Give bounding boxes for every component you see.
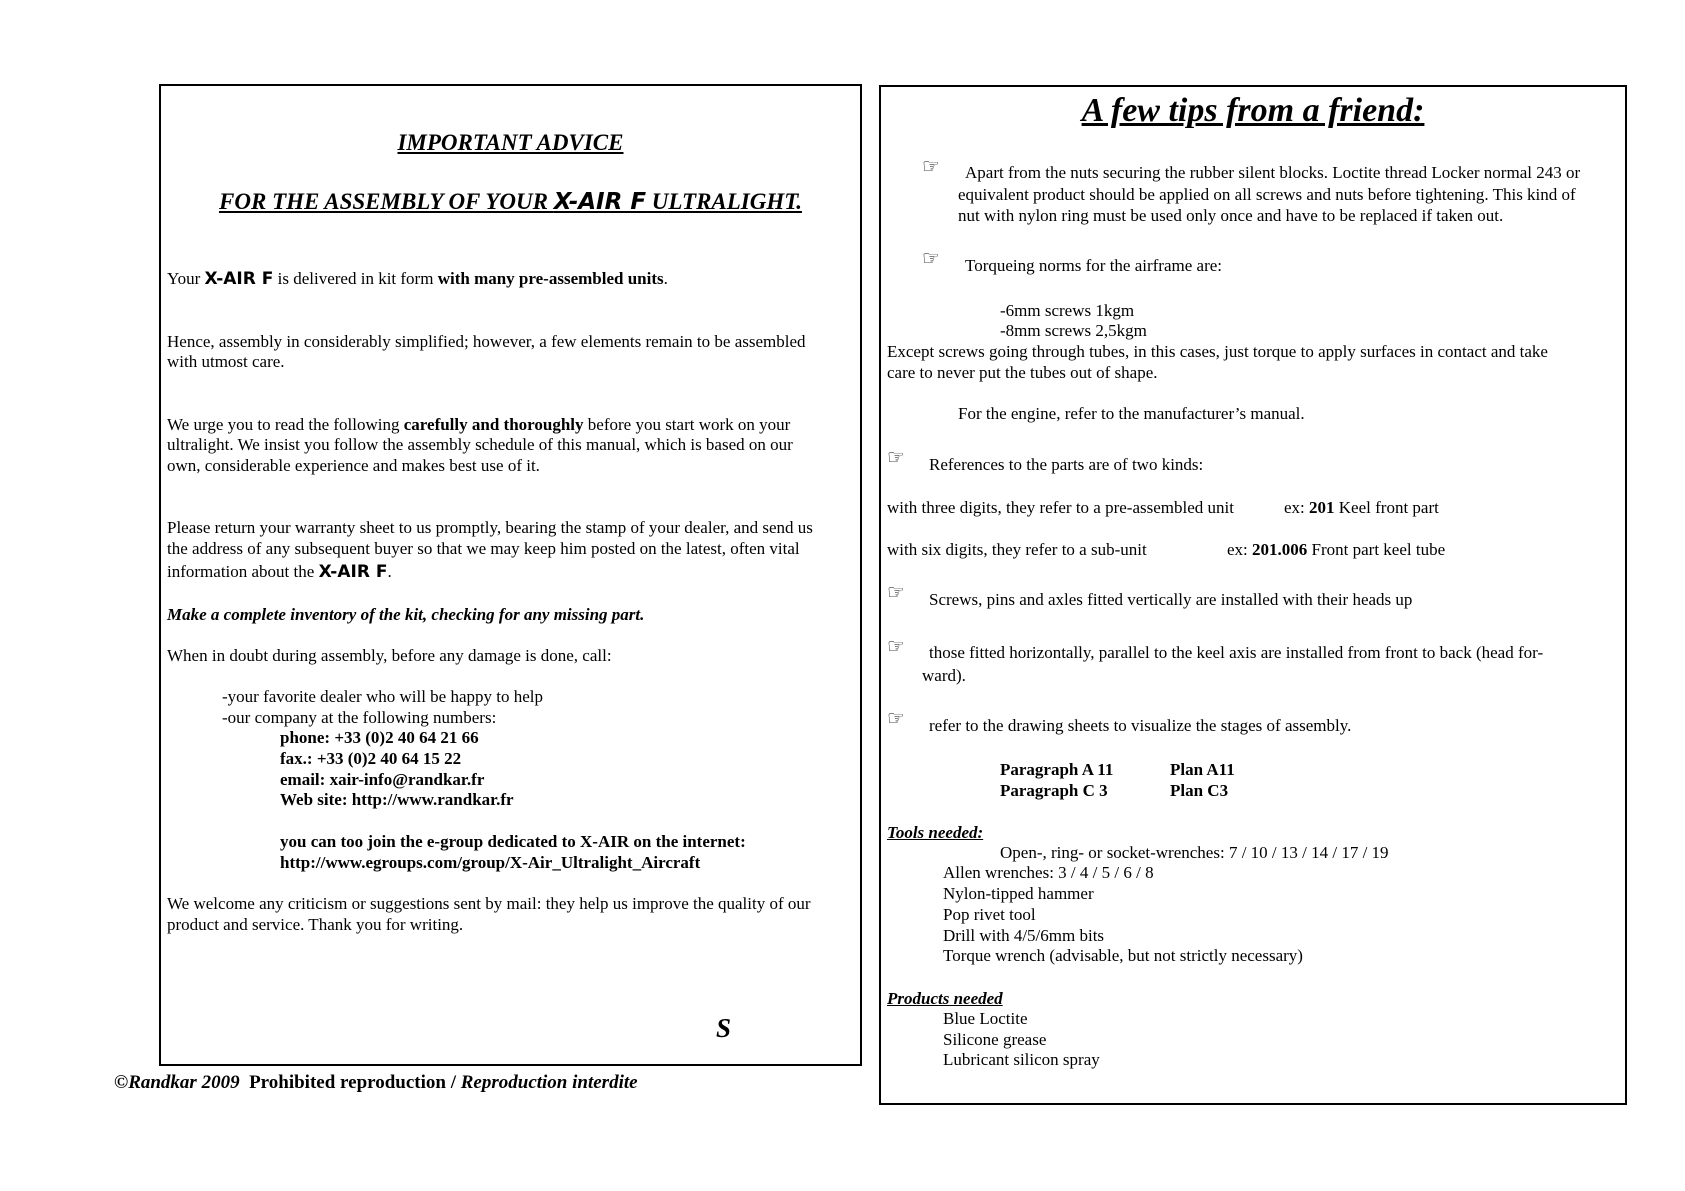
horizontal-line2: ward). — [922, 666, 966, 685]
paragraph-a11: Paragraph A 11 — [1000, 760, 1114, 779]
urge-paragraph-line1 — [167, 414, 790, 435]
prohibited-label: Prohibited reproduction / — [249, 1072, 461, 1093]
p3-post: before you start work on your — [583, 415, 791, 434]
six-digits-example — [1227, 539, 1445, 560]
company-line: -our company at the following numbers: — [222, 708, 497, 727]
assembly-paragraph-line1: Hence, assembly in considerably simplified; however, a few elements remain to be assembled — [167, 332, 806, 351]
assembly-subtitle — [159, 189, 862, 215]
three-digits-example — [1284, 497, 1439, 518]
three-digits-text: with three digits, they refer to a pre-assembled unit — [887, 498, 1234, 517]
interdite-label: Reproduction interdite — [460, 1072, 638, 1093]
warranty-paragraph-line3 — [167, 561, 392, 583]
signature-mark: S — [716, 1013, 732, 1043]
p4-model: X-AIR F — [318, 562, 388, 582]
p1-pre: Your — [167, 269, 205, 288]
references-intro: References to the parts are of two kinds: — [929, 455, 1204, 474]
fax-line: fax.: +33 (0)2 40 64 15 22 — [280, 749, 462, 768]
product-item: Silicone grease — [943, 1030, 1047, 1049]
p3-bold: carefully and thoroughly — [403, 415, 584, 434]
email-line[interactable]: email: xair-info@randkar.fr — [280, 770, 485, 789]
product-item: Lubricant silicon spray — [943, 1050, 1100, 1069]
assembly-paragraph-line2: with utmost care. — [167, 352, 285, 371]
torque-6mm: -6mm screws 1kgm — [1000, 301, 1135, 320]
paragraph-c3: Paragraph C 3 — [1000, 781, 1108, 800]
tip1-line3: nut with nylon ring must be used only once and have to be replaced if taken out. — [958, 206, 1504, 225]
subtitle-pre: FOR THE ASSEMBLY OF YOUR — [219, 189, 554, 214]
engine-note: For the engine, refer to the manufacturer’s manual. — [958, 404, 1305, 423]
pointing-hand-icon: ☞ — [887, 445, 905, 469]
p4-end: . — [387, 562, 392, 581]
tool-item: Drill with 4/5/6mm bits — [943, 926, 1105, 945]
p3-pre: We urge you to read the following — [167, 415, 404, 434]
products-heading: Products needed — [887, 989, 1003, 1008]
warranty-paragraph-line2: the address of any subsequent buyer so that we may keep him posted on the latest, often vital — [167, 539, 800, 558]
plan-a11: Plan A11 — [1170, 760, 1235, 779]
delivery-paragraph — [167, 268, 668, 290]
egroup-line1: you can too join the e-group dedicated to X-AIR on the internet: — [280, 832, 746, 851]
welcome-paragraph-line2: product and service. Thank you for writing. — [167, 915, 464, 934]
six-ex-post: Front part keel tube — [1307, 540, 1446, 559]
six-digits-text: with six digits, they refer to a sub-unit — [887, 540, 1147, 559]
subtitle-model: X-AIR F — [553, 189, 647, 215]
tips-title: A few tips from a friend: — [1081, 92, 1425, 129]
tools-heading: Tools needed: — [887, 823, 984, 842]
p1-model: X-AIR F — [204, 269, 274, 289]
pointing-hand-icon: ☞ — [922, 154, 940, 178]
six-ex-code: 201.006 — [1252, 540, 1308, 559]
tool-item: Allen wrenches: 3 / 4 / 5 / 6 / 8 — [943, 863, 1154, 882]
pointing-hand-icon: ☞ — [887, 580, 905, 604]
product-item: Blue Loctite — [943, 1009, 1028, 1028]
phone-line: phone: +33 (0)2 40 64 21 66 — [280, 728, 479, 747]
tip1-line2: equivalent product should be applied on all screws and nuts before tightening. This kind of — [958, 185, 1576, 204]
p1-bold: with many pre-assembled units — [437, 269, 664, 288]
p1-mid: is delivered in kit form — [273, 269, 438, 288]
warranty-paragraph-line1: Please return your warranty sheet to us promptly, bearing the stamp of your dealer, and send us — [167, 518, 813, 537]
torque-intro: Torqueing norms for the airframe are: — [965, 256, 1223, 275]
doubt-paragraph: When in doubt during assembly, before any damage is done, call: — [167, 646, 612, 665]
except-line2: care to never put the tubes out of shape. — [887, 363, 1158, 382]
p1-end: . — [663, 269, 668, 288]
three-ex-code: 201 — [1309, 498, 1335, 517]
three-ex-post: Keel front part — [1334, 498, 1439, 517]
except-line1: Except screws going through tubes, in this cases, just torque to apply surfaces in contact and take — [887, 342, 1548, 361]
tool-item: Open-, ring- or socket-wrenches: 7 / 10 / 13 / 14 / 17 / 19 — [1000, 843, 1389, 862]
three-ex-pre: ex: — [1284, 498, 1310, 517]
pointing-hand-icon: ☞ — [922, 246, 940, 270]
tool-item: Torque wrench (advisable, but not strictly necessary) — [943, 946, 1303, 965]
pointing-hand-icon: ☞ — [887, 706, 905, 730]
website-line[interactable]: Web site: http://www.randkar.fr — [280, 790, 514, 809]
copyright-label: ©Randkar 2009 — [114, 1072, 240, 1093]
urge-paragraph-line2: ultralight. We insist you follow the assembly schedule of this manual, which is based on our — [167, 435, 793, 454]
urge-paragraph-line3: own, considerable experience and makes best use of it. — [167, 456, 540, 475]
welcome-paragraph-line1: We welcome any criticism or suggestions sent by mail: they help us improve the quality of our — [167, 894, 811, 913]
drawing-note: refer to the drawing sheets to visualize the stages of assembly. — [929, 716, 1352, 735]
pointing-hand-icon: ☞ — [887, 634, 905, 658]
six-ex-pre: ex: — [1227, 540, 1253, 559]
important-advice-title: IMPORTANT ADVICE — [397, 130, 624, 155]
tool-item: Nylon-tipped hammer — [943, 884, 1094, 903]
subtitle-post: ULTRALIGHT. — [646, 189, 802, 214]
p4-pre: information about the — [167, 562, 319, 581]
copyright-footer — [114, 1072, 638, 1094]
tool-item: Pop rivet tool — [943, 905, 1036, 924]
dealer-line: -your favorite dealer who will be happy to help — [222, 687, 544, 706]
plan-c3: Plan C3 — [1170, 781, 1229, 800]
torque-8mm: -8mm screws 2,5kgm — [1000, 321, 1147, 340]
inventory-note: Make a complete inventory of the kit, checking for any missing part. — [167, 605, 645, 624]
egroup-link[interactable]: http://www.egroups.com/group/X-Air_Ultralight_Aircraft — [280, 853, 701, 872]
vertical-screws-note: Screws, pins and axles fitted vertically are installed with their heads up — [929, 590, 1413, 609]
tip1-line1: Apart from the nuts securing the rubber silent blocks. Loctite thread Locker normal 243 or — [965, 163, 1581, 182]
horizontal-line1: those fitted horizontally, parallel to the keel axis are installed from front to back (head for- — [929, 643, 1544, 662]
